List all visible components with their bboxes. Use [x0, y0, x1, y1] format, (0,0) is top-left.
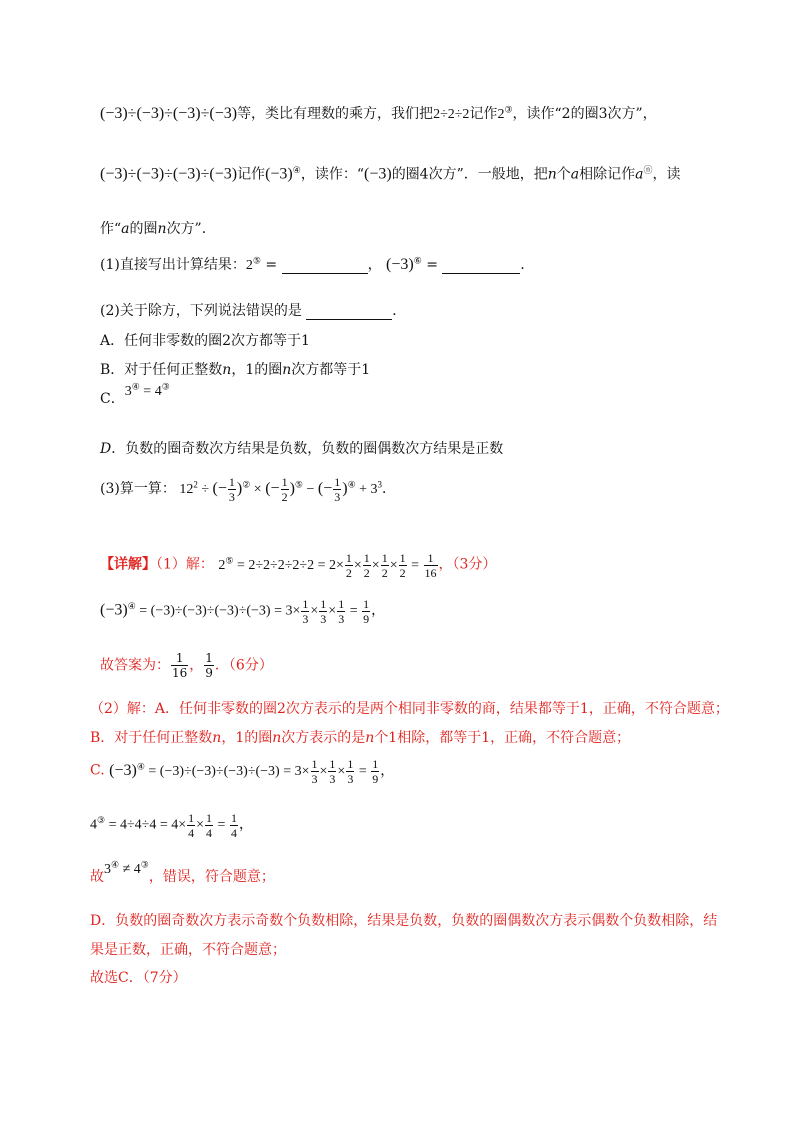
- numerator: 1: [363, 551, 370, 565]
- denominator: 2: [399, 566, 406, 580]
- text: 相除记作: [579, 166, 636, 183]
- text: 作“: [100, 221, 122, 237]
- answer-part-1: 【详解】（1）解： 2⑤ = 2÷2÷2÷2÷2 = 2× $\frac{1}{2}$ × $\frac{1}{2}$ × $\frac{1}{2}$ × $\frac{1}{2}$ = $\frac{1}{16}$ ，（3分）: [100, 551, 497, 580]
- var-n: n: [222, 362, 232, 378]
- text: 次方表示的是: [281, 730, 366, 746]
- math-expr: 2: [497, 107, 505, 122]
- text: （2）解：A．任何非零数的圈2次方表示的是两个相同非零数的商，结果都等于1，正确，不符合题意；: [90, 701, 729, 717]
- numerator: 1: [188, 811, 195, 825]
- base: (−3): [109, 761, 137, 779]
- var-n: n: [547, 166, 557, 183]
- numerator: 1: [381, 551, 388, 565]
- denominator: 2: [345, 566, 352, 580]
- text: 果是正数，正确，不符合题意；: [90, 942, 286, 958]
- fraction: [171, 652, 188, 679]
- text: ，1的圈: [231, 362, 283, 378]
- denominator: 9: [372, 772, 379, 786]
- text: 的圈: [129, 221, 158, 237]
- fraction: [187, 812, 195, 839]
- numerator: 1: [311, 757, 318, 771]
- intro-line-2: [100, 163, 681, 184]
- var-n: n: [282, 362, 292, 378]
- text: B．对于任何正整数: [90, 730, 213, 746]
- text: ，读: [652, 166, 681, 183]
- base: 3: [104, 862, 111, 877]
- circled-superscript: ②: [242, 479, 251, 490]
- equals: =: [265, 257, 278, 273]
- operator: ×: [253, 482, 262, 498]
- circled-superscript: ④: [347, 479, 356, 490]
- denominator: 3: [228, 490, 235, 504]
- denominator: 2: [281, 490, 288, 504]
- denominator: 4: [206, 826, 213, 840]
- option-d-label: D: [100, 441, 112, 457]
- math-expr: [124, 381, 170, 399]
- circled-superscript: ④: [292, 166, 301, 176]
- numerator: 1: [338, 597, 345, 611]
- answer-part-2-c-3: [90, 859, 275, 886]
- var-a: a: [121, 221, 130, 237]
- denominator: 4: [188, 826, 195, 840]
- option-d: [100, 438, 503, 458]
- fraction: [333, 476, 341, 503]
- circled-superscript: ③: [97, 815, 106, 826]
- question-label: (1)直接写出计算结果：: [100, 257, 246, 273]
- circled-superscript: ③: [161, 381, 170, 392]
- base: 3: [124, 384, 132, 399]
- denominator: 16: [424, 566, 437, 580]
- base: (−3): [100, 601, 128, 619]
- fraction: [337, 598, 345, 625]
- equation: = 4: [143, 384, 162, 399]
- text: 故选C．（7分）: [90, 970, 187, 986]
- circled-superscript: ⓝ: [643, 166, 653, 176]
- base: 2: [218, 557, 226, 573]
- fraction: [205, 812, 213, 839]
- fraction: [301, 598, 309, 625]
- fraction: [311, 758, 319, 785]
- numerator: 1: [320, 597, 327, 611]
- score: ，（3分）: [438, 556, 497, 573]
- fraction: [399, 552, 407, 579]
- denominator: 4: [230, 826, 237, 840]
- text: ，1的圈: [221, 730, 273, 746]
- denominator: 3: [311, 772, 318, 786]
- text: 次方都等于1: [291, 362, 371, 378]
- numerator: 1: [281, 475, 288, 489]
- question-2: [100, 300, 406, 320]
- equation: = 4÷4÷4 = 4×: [108, 817, 187, 833]
- equation: = (−3)÷(−3)÷(−3)÷(−3) = 3×: [148, 763, 310, 779]
- separator: ，: [189, 657, 204, 674]
- var-n: n: [212, 730, 222, 746]
- fraction: [281, 476, 289, 503]
- fraction: [328, 758, 336, 785]
- text: 记作: [469, 106, 498, 122]
- numerator: 1: [347, 757, 354, 771]
- answer-part-2-d-2: [90, 939, 286, 959]
- denominator: 3: [302, 612, 309, 626]
- text: 等，类比有理数的乘方，我们把: [237, 106, 434, 122]
- question-label: (3)算一算：: [100, 481, 176, 498]
- text: 的圈4次方”．一般地，把: [391, 166, 548, 183]
- fraction: [362, 598, 370, 625]
- question-1: [100, 254, 534, 274]
- math-expr: (−3)÷(−3)÷(−3)÷(−3): [100, 165, 238, 183]
- fraction: [381, 552, 389, 579]
- answer-blank[interactable]: [282, 259, 368, 274]
- option-a-text: A．任何非零数的圈2次方都等于1: [100, 333, 310, 349]
- text: ，读作“2的圈3次方”，: [512, 106, 657, 122]
- answer-final: [90, 967, 187, 987]
- fraction: [228, 476, 236, 503]
- text: 次方”．: [166, 221, 216, 237]
- answer-part-2-d-1: [90, 910, 717, 930]
- text: 个1相除，都等于1，正确，不符合题意；: [374, 730, 631, 746]
- option-label: C.: [90, 762, 105, 779]
- text: 个: [556, 166, 571, 183]
- comma: ，: [380, 763, 395, 779]
- math-expr: (−3): [364, 165, 392, 183]
- numerator: 1: [230, 811, 237, 825]
- comma: ，: [238, 817, 253, 833]
- answer-summary: [100, 652, 273, 679]
- var-a: a: [635, 166, 644, 183]
- numerator: 1: [302, 597, 309, 611]
- numerator: 1: [424, 552, 438, 566]
- period: ．: [392, 303, 407, 319]
- option-c-label: C．: [100, 391, 125, 407]
- period: ．: [382, 482, 397, 498]
- denominator: 2: [363, 566, 370, 580]
- circled-superscript: ⑥: [413, 256, 422, 267]
- score: ．（6分）: [214, 657, 273, 674]
- option-b: [100, 359, 370, 379]
- period: ．: [520, 257, 535, 273]
- equation: = 2÷2÷2÷2÷2 = 2×: [236, 557, 344, 573]
- text: D．负数的圈奇数次方表示奇数个负数相除，结果是负数，负数的圈偶数次方表示偶数个负数相除，结: [90, 913, 718, 929]
- base: 12: [179, 482, 194, 498]
- math-expr: (−3): [265, 165, 293, 183]
- fraction: [424, 552, 438, 579]
- math-expr: 2: [245, 258, 253, 273]
- fraction: [230, 812, 238, 839]
- circled-superscript: ④: [131, 381, 140, 392]
- circled-superscript: ⑤: [294, 479, 303, 490]
- var-n: n: [365, 730, 375, 746]
- operator: −: [306, 482, 315, 498]
- denominator: 3: [320, 612, 327, 626]
- denominator: 3: [347, 772, 354, 786]
- answer-part-2-a: [90, 698, 729, 718]
- fraction: [363, 552, 371, 579]
- comma: ，: [371, 603, 386, 619]
- fraction: [346, 758, 354, 785]
- text: ，读作：“: [300, 166, 364, 183]
- option-a: [100, 330, 310, 350]
- operator: + 3: [359, 482, 378, 498]
- fraction: [345, 552, 353, 579]
- answer-part-2-c: C. (−3)④ = (−3)÷(−3)÷(−3)÷(−3) = 3× $\frac{1}{3}$ × $\frac{1}{3}$ × $\frac{1}{3}$ = $\frac{1}{9}$ ，: [90, 757, 395, 786]
- text: 故答案为：: [100, 657, 170, 674]
- equation: = (−3)÷(−3)÷(−3)÷(−3) = 3×: [139, 603, 301, 619]
- numerator: 1: [329, 757, 336, 771]
- numerator: 1: [345, 551, 352, 565]
- option-d-text: ．负数的圈奇数次方结果是负数，负数的圈偶数次方结果是正数: [111, 441, 504, 457]
- answer-blank[interactable]: [442, 259, 520, 274]
- answer-part-1b: (−3)④ = (−3)÷(−3)÷(−3)÷(−3) = 3× $\frac{1}{3}$ × $\frac{1}{3}$ × $\frac{1}{3}$ = $\frac{1}{9}$ ，: [100, 597, 386, 626]
- var-n: n: [272, 730, 282, 746]
- fraction: [371, 758, 379, 785]
- circled-superscript: ④: [127, 601, 136, 612]
- text: （1）解：: [156, 556, 214, 573]
- var-a: a: [570, 166, 580, 183]
- equals: =: [426, 257, 438, 273]
- numerator: 1: [206, 811, 213, 825]
- numerator: 1: [363, 597, 370, 611]
- circled-superscript: ④: [111, 859, 120, 870]
- denominator: 9: [205, 666, 213, 680]
- circled-superscript: ③: [504, 105, 513, 116]
- base: 4: [90, 817, 97, 833]
- circled-superscript: ③: [140, 859, 149, 870]
- exponent: 3: [377, 479, 383, 490]
- math-expr: (−3)÷(−3)÷(−3)÷(−3): [100, 105, 238, 122]
- numerator: 1: [399, 551, 406, 565]
- answer-part-2-c-2: 4③ = 4÷4÷4 = 4× $\frac{1}{4}$ × $\frac{1}{4}$ = $\frac{1}{4}$ ，: [90, 811, 253, 840]
- option-c: [100, 381, 170, 408]
- numerator: 1: [334, 475, 341, 489]
- denominator: 16: [172, 666, 188, 680]
- separator: ，: [367, 257, 382, 273]
- fraction: [319, 598, 327, 625]
- answer-blank[interactable]: [306, 305, 392, 320]
- denominator: 3: [334, 490, 341, 504]
- intro-line-3: [100, 218, 216, 238]
- denominator: 9: [363, 612, 370, 626]
- circled-superscript: ④: [136, 761, 145, 772]
- question-3: (3)算一算： $12^2$ ÷ (− $\frac{1}{3}$ )② × (− $\frac{1}{2}$ )⑤ − (− $\frac{1}{3}$ )$^④ + 3^3$．: [100, 475, 397, 504]
- math-expr: 2÷2÷2: [433, 107, 470, 122]
- question-label: (2)关于除方，下列说法错误的是: [100, 303, 302, 319]
- denominator: 2: [381, 566, 388, 580]
- var-n: n: [157, 221, 167, 237]
- denominator: 3: [338, 612, 345, 626]
- text: 记作: [237, 166, 266, 183]
- answer-tag: 【详解】: [100, 556, 156, 573]
- numerator: 1: [171, 652, 188, 666]
- exponent: 2: [193, 479, 198, 490]
- inequality: ≠ 4: [122, 862, 141, 877]
- math-expr: (−3): [386, 256, 414, 273]
- numerator: 1: [372, 757, 379, 771]
- numerator: 1: [228, 475, 235, 489]
- text: 故: [90, 869, 104, 885]
- circled-superscript: ⑤: [225, 555, 234, 566]
- fraction: [204, 652, 214, 679]
- intro-line-1: [100, 103, 657, 123]
- numerator: 1: [205, 651, 213, 665]
- text: B．对于任何正整数: [100, 362, 223, 378]
- denominator: 3: [329, 772, 336, 786]
- operator: ÷: [201, 482, 210, 498]
- text: ，错误，符合题意；: [148, 869, 275, 885]
- answer-part-2-b: [90, 727, 630, 747]
- circled-superscript: ⑤: [252, 256, 261, 267]
